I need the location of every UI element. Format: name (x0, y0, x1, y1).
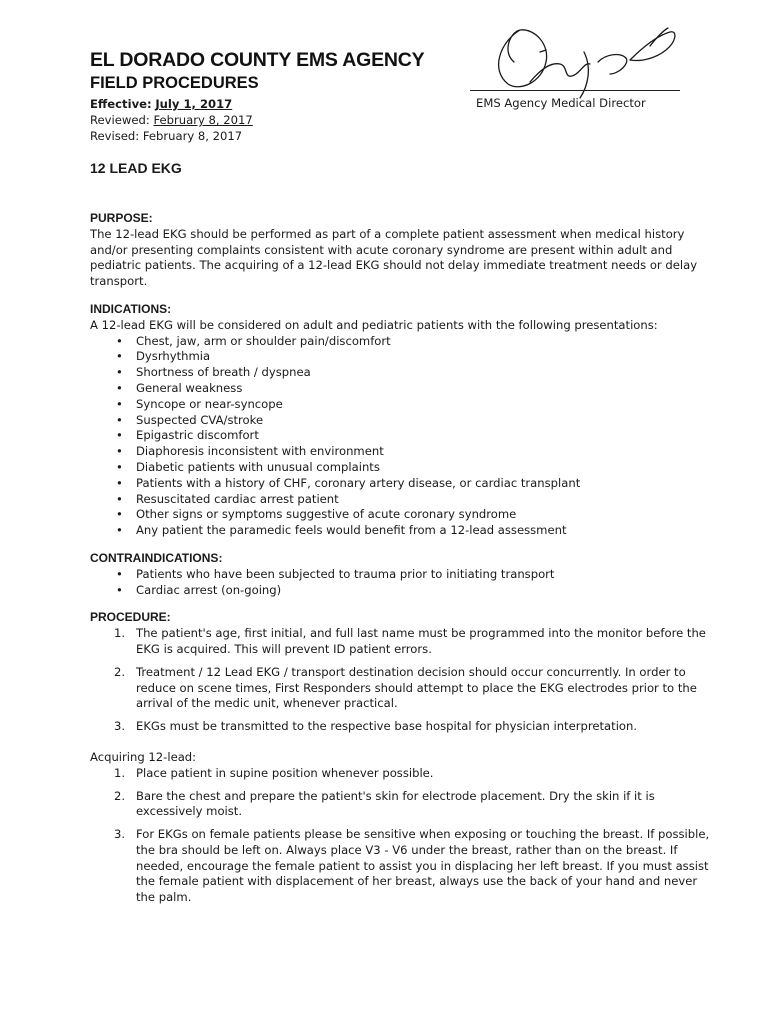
indications-intro: A 12-lead EKG will be considered on adult and pediatric patients with the following presentations: (90, 317, 658, 332)
list-item: 2. Bare the chest and prepare the patient's skin for electrode placement. Dry the skin if it is excessively moist. (114, 788, 655, 819)
procedure-heading: PROCEDURE: (90, 610, 171, 625)
acquiring-step-text: For EKGs on female patients please be sensitive when exposing or touching the breast. If possible, the bra should be left on. Always place V3 - V6 under the breast, rather than on the breast. If needed, encourage the female patient to assist you in displacing her left breast. If you must assist the female patient with displacement of her breast, always use the back of your hand and never the palm. (136, 827, 710, 905)
signature-block (470, 22, 690, 117)
list-item: 3. EKGs must be transmitted to the respective base hospital for physician interpretation. (114, 719, 638, 734)
list-item: • Patients with a history of CHF, coronary artery disease, or cardiac transplant (90, 476, 715, 492)
list-item: 1. The patient's age, first initial, and full last name must be programmed into the monitor before the EKG is acquired. This will prevent ID patient errors. (114, 626, 706, 656)
signature-line (470, 90, 680, 91)
list-item: 1. Place patient in supine position whenever possible. (114, 765, 434, 780)
list-item: • Patients who have been subjected to trauma prior to initiating transport (90, 567, 715, 583)
contraindications-heading: CONTRAINDICATIONS: (90, 550, 223, 565)
list-item: • Epigastric discomfort (90, 428, 715, 444)
list-item: • Diabetic patients with unusual complaints (90, 460, 715, 476)
indications-heading: INDICATIONS: (90, 301, 172, 316)
page-title: 12 LEAD EKG (90, 160, 182, 176)
list-item: 2. Treatment / 12 Lead EKG / transport destination decision should occur concurrently. In order to reduce on scene times, First Responders should attempt to place the EKG electrodes prior to the arrival of the medic unit, whenever practical. (114, 664, 697, 711)
purpose-heading: PURPOSE: (90, 211, 153, 225)
reviewed-date: February 8, 2017 (153, 113, 253, 127)
list-item: • Suspected CVA/stroke (90, 413, 715, 429)
purpose-text: The 12-lead EKG should be performed as part of a complete patient assessment when medical history and/or presenting complaints consistent with acute coronary syndrome are present within adult and pediatric patients. The acquiring of a 12-lead EKG should not delay immediate treatment needs or delay transport. (90, 226, 698, 289)
contraindications-list (90, 567, 715, 599)
acquiring-heading: Acquiring 12-lead: (90, 749, 197, 764)
list-item: • Cardiac arrest (on-going) (90, 583, 715, 599)
procedure-step-text: The patient's age, first initial, and full last name must be programmed into the monitor before the EKG is acquired. This will prevent ID patient errors. (136, 626, 706, 656)
agency-name: EL DORADO COUNTY EMS AGENCY (90, 49, 425, 71)
procedure-step-text: EKGs must be transmitted to the respective base hospital for physician interpretation. (136, 719, 638, 734)
effective-row (90, 96, 253, 112)
effective-date: July 1, 2017 (155, 97, 233, 111)
list-item: • Any patient the paramedic feels would benefit from a 12-lead assessment (90, 523, 715, 539)
list-item: • Shortness of breath / dyspnea (90, 365, 715, 381)
list-item: 3. For EKGs on female patients please be sensitive when exposing or touching the breast. If possible, the bra should be left on. Always place V3 - V6 under the breast, rather than on the breast. If needed, encourage the female patient to assist you in displacing her left breast. If you must assist the female patient with displacement of her breast, always use the back of your hand and never the palm. (114, 827, 710, 905)
list-item: • Chest, jaw, arm or shoulder pain/discomfort (90, 334, 715, 350)
reviewed-label: Reviewed: (90, 113, 150, 127)
indications-list (90, 334, 715, 539)
list-item: • Syncope or near-syncope (90, 397, 715, 413)
list-item: • General weakness (90, 381, 715, 397)
date-block (90, 96, 253, 144)
acquiring-step-text: Place patient in supine position whenever possible. (136, 765, 434, 780)
acquiring-step-text: Bare the chest and prepare the patient's skin for electrode placement. Dry the skin if it is excessively moist. (136, 788, 655, 819)
list-item: • Diaphoresis inconsistent with environment (90, 444, 715, 460)
effective-label: Effective: (90, 97, 152, 111)
signatory-title: EMS Agency Medical Director (476, 96, 646, 110)
reviewed-row (90, 112, 253, 128)
list-item: • Dysrhythmia (90, 349, 715, 365)
document-subtitle: FIELD PROCEDURES (90, 74, 259, 92)
procedure-list (90, 626, 715, 735)
list-item: • Other signs or symptoms suggestive of acute coronary syndrome (90, 507, 715, 523)
revised-row: Revised: February 8, 2017 (90, 129, 243, 143)
list-item: • Resuscitated cardiac arrest patient (90, 492, 715, 508)
procedure-step-text: Treatment / 12 Lead EKG / transport destination decision should occur concurrently. In order to reduce on scene times, First Responders should attempt to place the EKG electrodes prior to the arrival of the medic unit, whenever practical. (136, 664, 697, 711)
acquiring-list (90, 766, 715, 906)
document-body (90, 211, 715, 913)
